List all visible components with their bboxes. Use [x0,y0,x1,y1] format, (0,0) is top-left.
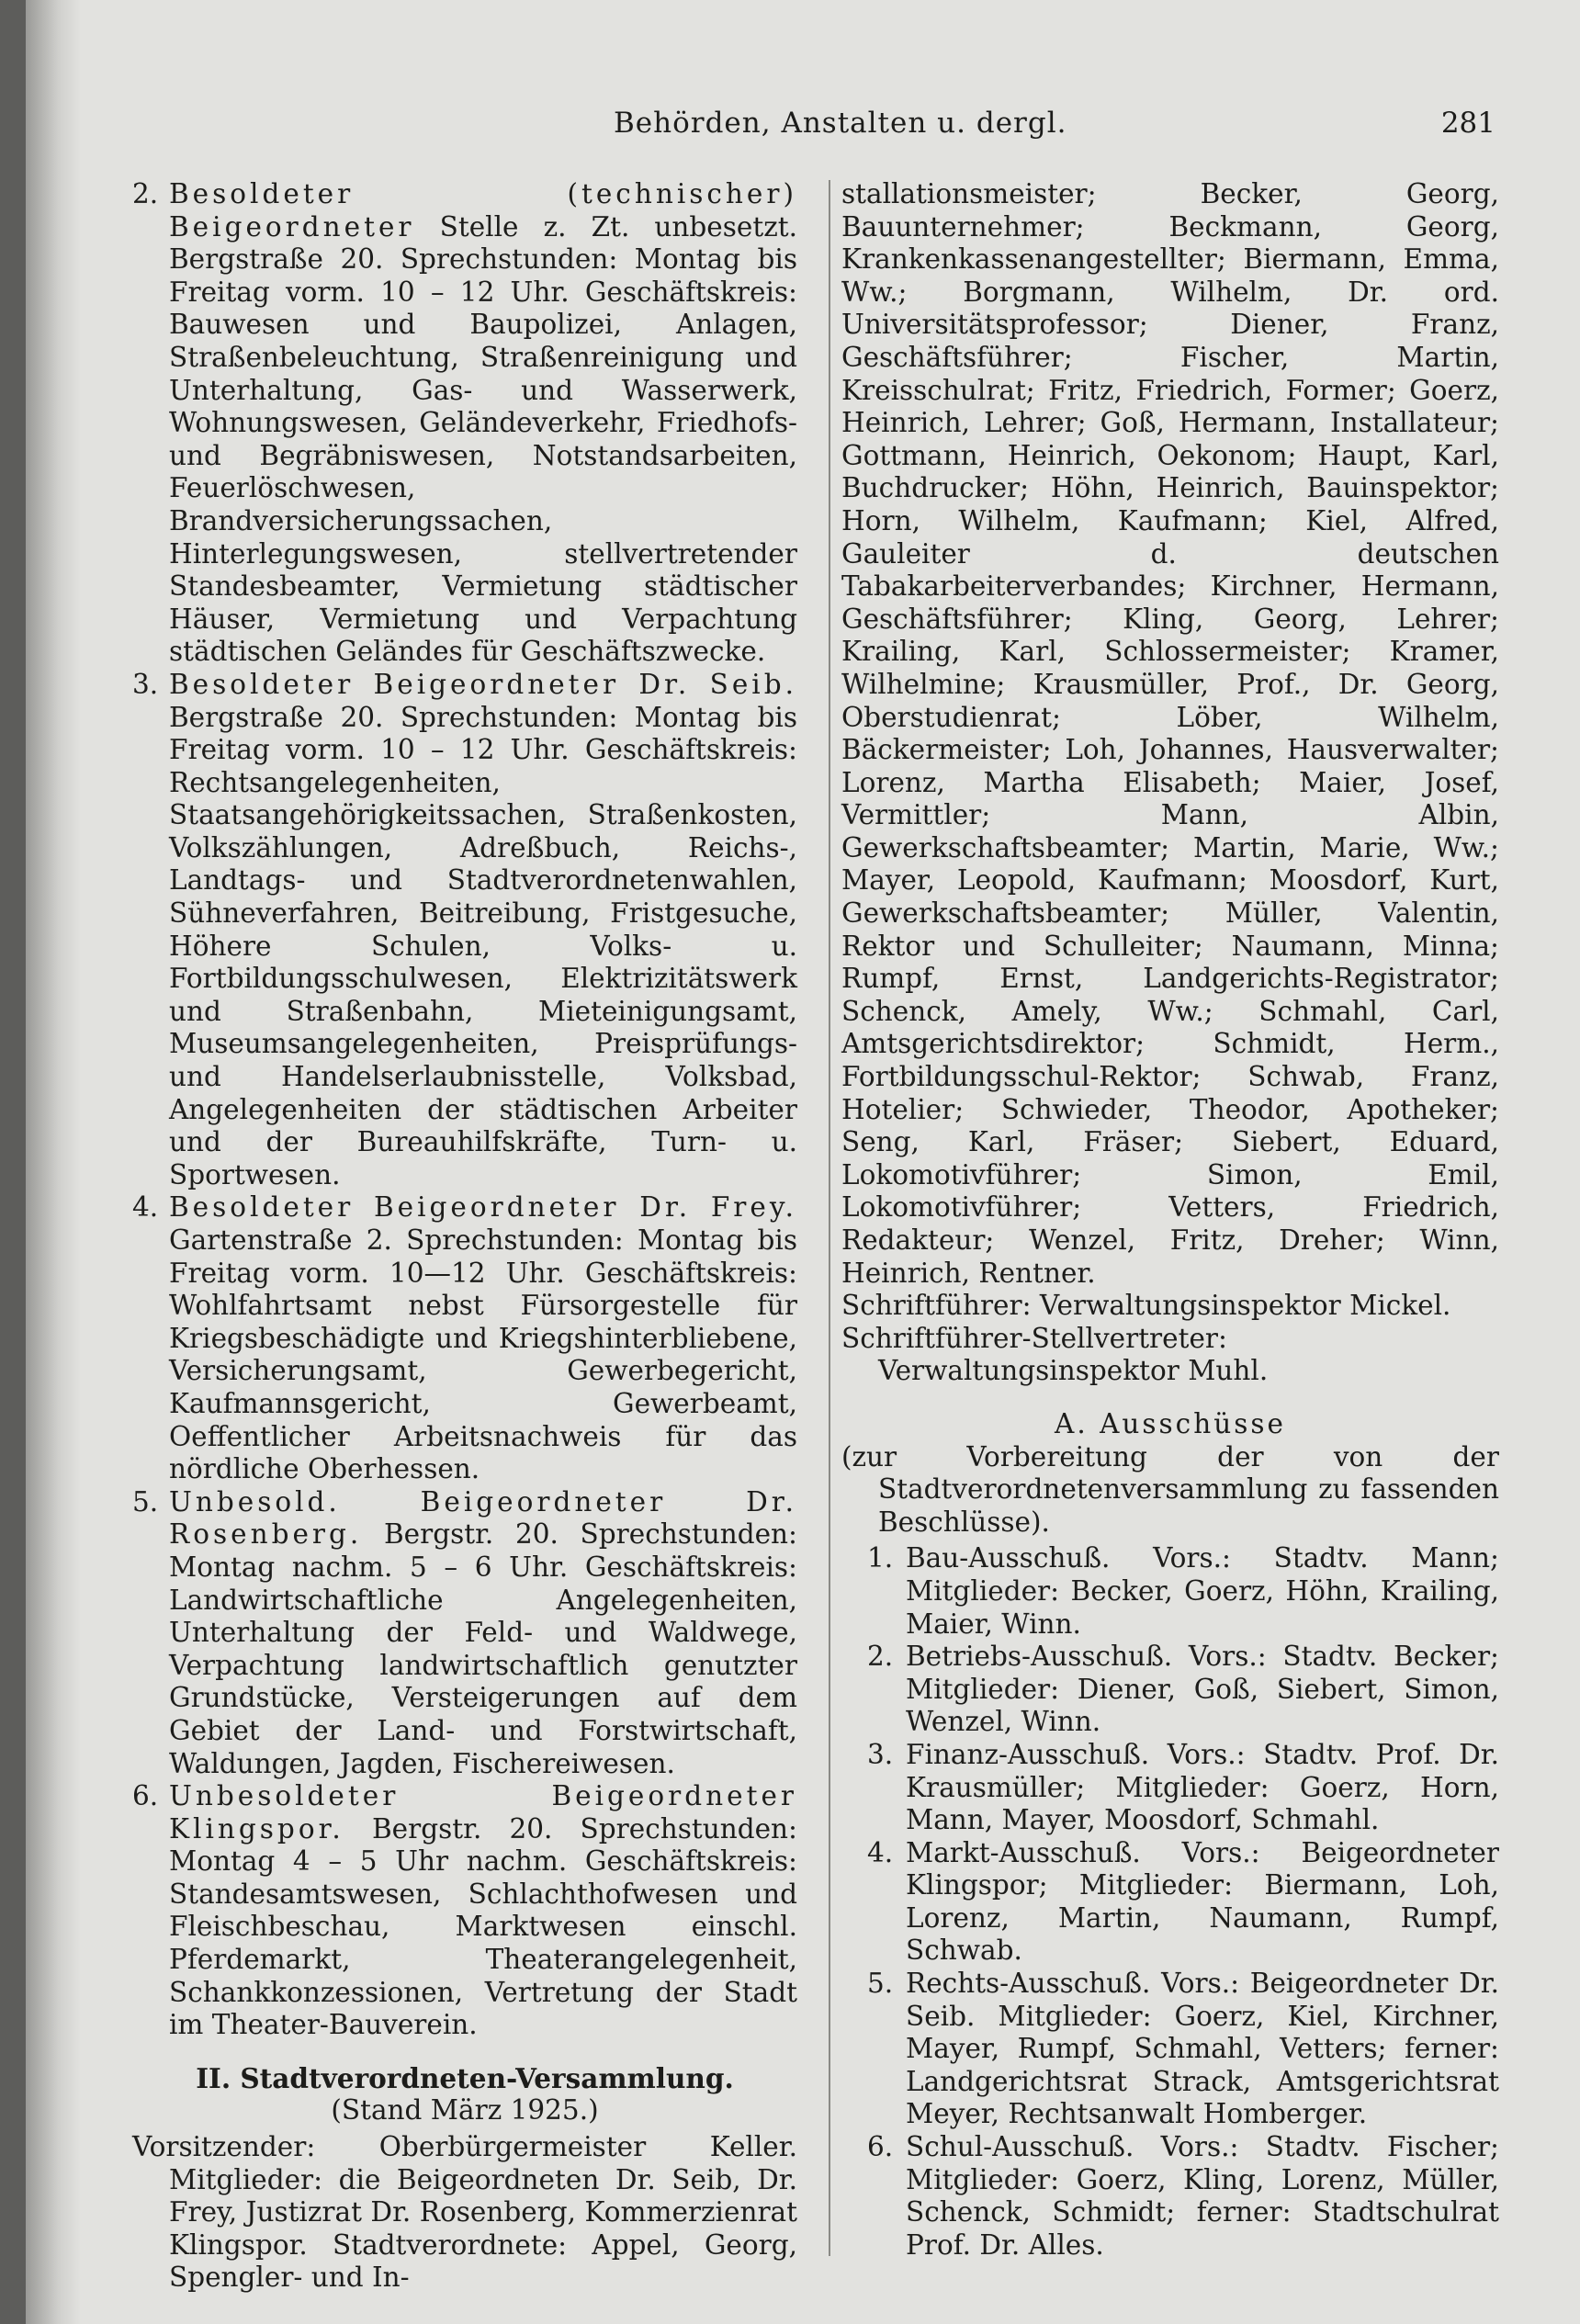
assembly-members-text: Vorsitzender: Oberbürgermeister Keller. Mitglieder: die Beigeordneten Dr. Seib, Dr. Frey, Justizrat Dr. Rosenberg, Kommerzienrat Klingspor. Stadtverordnete: Appel, Georg, Spengler- und In- [132,2131,797,2294]
official-entry: 6. Unbesoldeter Beigeordneter Klingspor. Bergstr. 20. Sprechstunden: Montag 4 – 5 Uhr nachm. Geschäftskreis: Standesamtswesen, Schlachthofwesen und Fleischbeschau, Marktwesen einschl. Pferdemarkt, Theaterangelegenheit, Schankkonzessionen, Vertretung der Stadt im Theater-Bauverein. [132,1780,797,2041]
entry-heading: Unbesoldeter Beigeordneter Klingspor. [169,1780,797,1845]
members-continuation: stallationsmeister; Becker, Georg, Bauunternehmer; Beckmann, Georg, Krankenkassenangestellter; Biermann, Emma, Ww.; Borgmann, Wilhelm, Dr. ord. Universitätsprofessor; Diener, Franz, Geschäftsführer; Fischer, Martin, Kreisschulrat; Fritz, Friedrich, Former; Goerz, Heinrich, Lehrer; Goß, Hermann, Installateur; Gottmann, Heinrich, Oekonom; Haupt, Karl, Buchdrucker; Höhn, Heinrich, Bauinspektor; Horn, Wilhelm, Kaufmann; Kiel, Alfred, Gauleiter d. deutschen Tabakarbeiterverbandes; Kirchner, Hermann, Geschäftsführer; Kling, Georg, Lehrer; Krailing, Karl, Schlossermeister; Kramer, Wilhelmine; Krausmüller, Prof., Dr. Georg, Oberstudienrat; Löber, Wilhelm, Bäckermeister; Loh, Johannes, Hausverwalter; Lorenz, Martha Elisabeth; Maier, Josef, Vermittler; Mann, Albin, Gewerkschaftsbeamter; Martin, Marie, Ww.; Mayer, Leopold, Kaufmann; Moosdorf, Kurt, Gewerkschaftsbeamter; Müller, Valentin, Rektor und Schulleiter; Naumann, Minna; Rumpf, Ernst, Landgerichts-Registrator; Schenck, Amely, Ww.; Schmahl, Carl, Amtsgerichtsdirektor; Schmidt, Herm., Fortbildungsschul-Rektor; Schwab, Franz, Hotelier; Schwieder, Theodor, Apotheker; Seng, Karl, Fräser; Siebert, Eduard, Lokomotivführer; Simon, Emil, Lokomotivführer; Vetters, Friedrich, Redakteur; Wenzel, Fritz, Dreher; Winn, Heinrich, Rentner. [841,178,1499,1289]
entry-text: Stelle z. Zt. unbesetzt. Bergstraße 20. Sprechstunden: Montag bis Freitag vorm. 10 – 12 Uhr. Geschäftskreis: Bauwesen und Baupolizei, Anlagen, Straßenbeleuchtung, Straßenreinigung und Unterhaltung, Gas- und Wasserwerk, Wohnungswesen, Geländeverkehr, Friedhofs- und Begräbniswesen, Notstandsarbeiten, Feuerlöschwesen, Brandversicherungssachen, Hinterlegungswesen, stellvertretender Standesbeamter, Vermietung städtischer Häuser, Vermietung und Verpachtung städtischen Geländes für Geschäftszwecke. [169,210,797,668]
official-entry: 4. Besoldeter Beigeordneter Dr. Frey. Gartenstraße 2. Sprechstunden: Montag bis Freitag vorm. 10—12 Uhr. Geschäftskreis: Wohlfahrtsamt nebst Fürsorgestelle für Kriegsbeschädigte und Kriegshinterbliebene, Versicherungsamt, Gewerbegericht, Kaufmannsgericht, Gewerbeamt, Oeffentlicher Arbeitsnachweis für das nördliche Oberhessen. [132,1191,797,1485]
page-number: 281 [1440,107,1495,140]
column-divider [829,180,830,2256]
committee-item: 3. Finanz-Ausschuß. Vors.: Stadtv. Prof. Dr. Krausmüller; Mitglieder: Goerz, Horn, Mann, Mayer, Moosdorf, Schmahl. [867,1738,1499,1836]
official-entry: 2. Besoldeter (technischer) Beigeordneter Stelle z. Zt. unbesetzt. Bergstraße 20. Sprechstunden: Montag bis Freitag vorm. 10 – 12 Uhr. Geschäftskreis: Bauwesen und Baupolizei, Anlagen, Straßenbeleuchtung, Straßenreinigung und Unterhaltung, Gas- und Wasserwerk, Wohnungswesen, Geländeverkehr, Friedhofs- und Begräbniswesen, Notstandsarbeiten, Feuerlöschwesen, Brandversicherungssachen, Hinterlegungswesen, stellvertretender Standesbeamter, Vermietung städtischer Häuser, Vermietung und Verpachtung städtischen Geländes für Geschäftszwecke. [132,178,797,668]
committee-item: 4. Markt-Ausschuß. Vors.: Beigeordneter Klingspor; Mitglieder: Biermann, Loh, Lorenz, Martin, Naumann, Rumpf, Schwab. [867,1836,1499,1967]
entry-text: Gartenstraße 2. Sprechstunden: Montag bis Freitag vorm. 10—12 Uhr. Geschäftskreis: Wohlfahrtsamt nebst Fürsorgestelle für Kriegsbeschädigte und Kriegshinterbliebene, Versicherungsamt, Gewerbegericht, Kaufmannsgericht, Gewerbeamt, Oeffentlicher Arbeitsnachweis für das nördliche Oberhessen. [169,1224,797,1485]
section-title: II. Stadtverordneten-Versammlung. [196,2061,734,2094]
committees-intro: (zur Vorbereitung der von der Stadtverordnetenversammlung zu fassenden Beschlüsse). [841,1440,1499,1538]
committees-title: A. Ausschüsse [1055,1407,1286,1439]
secretary-deputy: Schriftführer-Stellvertreter: Verwaltungsinspektor Muhl. [841,1322,1269,1387]
running-title: Behörden, Anstalten u. dergl. [614,107,1067,140]
entry-heading: Besoldeter Beigeordneter Dr. Seib. [169,668,797,700]
official-entry: 5. Unbesold. Beigeordneter Dr. Rosenberg. Bergstr. 20. Sprechstunden: Montag nachm. 5 – 6 Uhr. Geschäftskreis: Landwirtschaftliche Angelegenheiten, Unterhaltung der Feld- und Waldwege, Verpachtung landwirtschaftlich genutzter Grundstücke, Versteigerungen auf dem Gebiet der Land- und Forstwirtschaft, Waldungen, Jagden, Fischereiwesen. [132,1485,797,1779]
committee-item: 5. Rechts-Ausschuß. Vors.: Beigeordneter Dr. Seib. Mitglieder: Goerz, Kiel, Kirchner, Mayer, Rumpf, Schmahl, Vetters; ferner: Landgerichtsrat Strack, Amtsgerichtsrat Meyer, Rechtsanwalt Homberger. [867,1968,1499,2130]
page-header [136,107,1495,152]
committee-list [841,1542,1499,2262]
committee-item: 6. Schul-Ausschuß. Vors.: Stadtv. Fischer; Mitglieder: Goerz, Kling, Lorenz, Müller, Schenck, Schmidt; ferner: Stadtschulrat Prof. Dr. Alles. [867,2131,1499,2261]
committee-item: 2. Betriebs-Ausschuß. Vors.: Stadtv. Becker; Mitglieder: Diener, Goß, Siebert, Simon, Wenzel, Winn. [867,1641,1499,1738]
official-entry: 3. Besoldeter Beigeordneter Dr. Seib. Bergstraße 20. Sprechstunden: Montag bis Freitag vorm. 10 – 12 Uhr. Geschäftskreis: Rechtsangelegenheiten, Staatsangehörigkeitssachen, Straßenkosten, Volkszählungen, Adreßbuch, Reichs-, Landtags- und Stadtverordnetenwahlen, Sühneverfahren, Beitreibung, Fristgesuche, Höhere Schulen, Volks- u. Fortbildungsschulwesen, Elektrizitätswerk und Straßenbahn, Mieteinigungsamt, Museumsangelegenheiten, Preisprüfungs- und Handelserlaubnisstelle, Volksbad, Angelegenheiten der städtischen Arbeiter und der Bureauhilfskräfte, Turn- u. Sportwesen. [132,668,797,1190]
entry-text: Bergstr. 20. Sprechstunden: Montag 4 – 5 Uhr nachm. Geschäftskreis: Standesamtswesen, Schlachthofwesen und Fleischbeschau, Marktwesen einschl. Pferdemarkt, Theaterangelegenheit, Schankkonzessionen, Vertretung der Stadt im Theater-Bauverein. [169,1812,797,2041]
entry-heading: Unbesold. Beigeordneter Dr. Rosenberg. [169,1485,797,1551]
section-subtitle: (Stand März 1925.) [331,2094,599,2127]
entry-text: Bergstraße 20. Sprechstunden: Montag bis Freitag vorm. 10 – 12 Uhr. Geschäftskreis: Rechtsangelegenheiten, Staatsangehörigkeitssachen, Straßenkosten, Volkszählungen, Adreßbuch, Reichs-, Landtags- und Stadtverordnetenwahlen, Sühneverfahren, Beitreibung, Fristgesuche, Höhere Schulen, Volks- u. Fortbildungsschulwesen, Elektrizitätswerk und Straßenbahn, Mieteinigungsamt, Museumsangelegenheiten, Preisprüfungs- und Handelserlaubnisstelle, Volksbad, Angelegenheiten der städtischen Arbeiter und der Bureauhilfskräfte, Turn- u. Sportwesen. [169,701,797,1190]
entry-heading: Besoldeter Beigeordneter Dr. Frey. [169,1191,797,1224]
entry-text: Bergstr. 20. Sprechstunden: Montag nachm. 5 – 6 Uhr. Geschäftskreis: Landwirtschaftliche Angelegenheiten, Unterhaltung der Feld- und Waldwege, Verpachtung landwirtschaftlich genutzter Grundstücke, Versteigerungen auf dem Gebiet der Land- und Forstwirtschaft, Waldungen, Jagden, Fischereiwesen. [169,1518,797,1779]
left-column [132,178,797,2295]
book-page [26,0,1580,2324]
committee-item: 1. Bau-Ausschuß. Vors.: Stadtv. Mann; Mitglieder: Becker, Goerz, Höhn, Krailing, Maier, Winn. [867,1542,1499,1640]
spine-shadow [26,0,81,2324]
secretary: Schriftführer: Verwaltungsinspektor Mickel. [841,1290,1451,1322]
right-column [841,178,1499,2262]
entry-heading: Besoldeter (technischer) Beigeordneter [169,178,797,243]
